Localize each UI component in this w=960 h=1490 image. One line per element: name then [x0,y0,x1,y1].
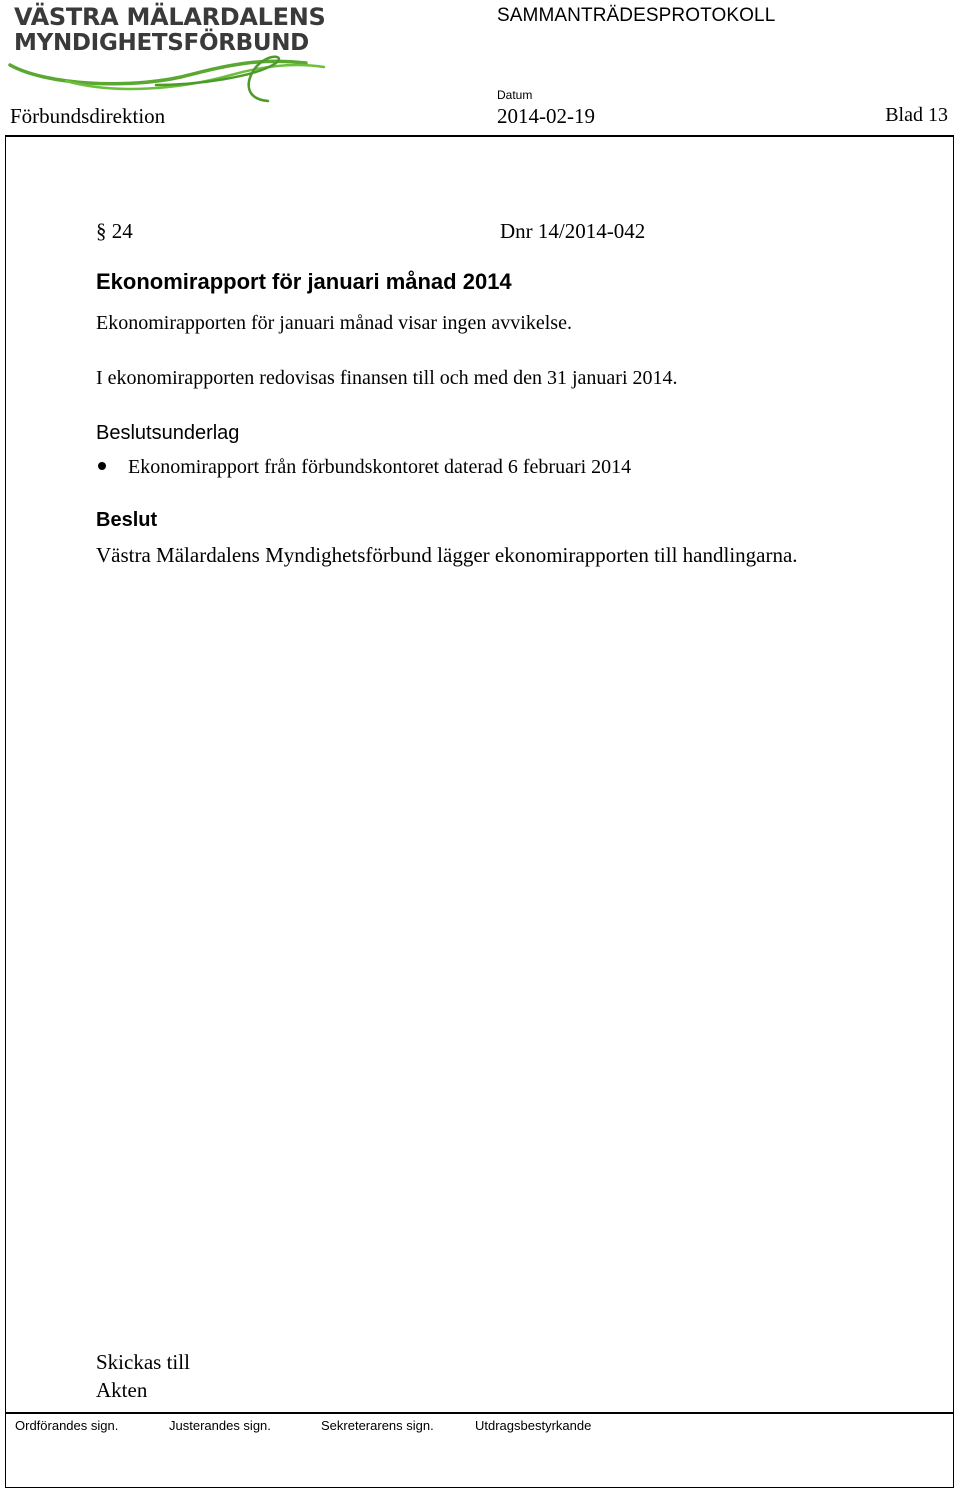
logo-text-line2: MYNDIGHETSFÖRBUND [14,30,309,56]
basis-heading: Beslutsunderlag [96,422,240,444]
page-frame [5,135,954,1488]
basis-item-text: Ekonomirapport från förbundskontoret daterad 6 februari 2014 [128,456,632,478]
organization-logo [6,0,336,108]
logo-swoosh-icon [6,55,336,107]
organ-name: Förbundsdirektion [10,104,166,128]
send-to-label: Skickas till [96,1350,190,1374]
signature-row [5,1412,954,1487]
meeting-date: 2014-02-19 [497,104,595,128]
bullet-icon [98,462,106,470]
extract-certification-label: Utdragsbestyrkande [475,1418,592,1433]
case-number: Dnr 14/2014-042 [500,219,646,243]
body-paragraph: Ekonomirapporten för januari månad visar ingen avvikelse. [96,312,572,334]
document-type: SAMMANTRÄDESPROTOKOLL [497,5,776,26]
chair-signature-label: Ordförandes sign. [15,1418,119,1433]
paragraph-number [96,219,133,244]
decision-heading: Beslut [96,509,158,531]
decision-text: Västra Mälardalens Myndighetsförbund lägger ekonomirapporten till handlingarna. [96,543,798,567]
page-number: Blad 13 [885,104,948,126]
paragraph-symbol: § [96,219,107,243]
date-caption: Datum [497,88,533,102]
logo-text-line1: VÄSTRA MÄLARDALENS [14,3,326,31]
secretary-signature-label: Sekreterarens sign. [321,1418,434,1433]
item-title: Ekonomirapport för januari månad 2014 [96,269,512,294]
adjuster-signature-label: Justerandes sign. [169,1418,271,1433]
send-to-value: Akten [96,1378,148,1402]
body-paragraph: I ekonomirapporten redovisas finansen till och med den 31 januari 2014. [96,367,678,389]
basis-list-item [96,456,631,479]
paragraph-number-value: 24 [111,219,133,243]
